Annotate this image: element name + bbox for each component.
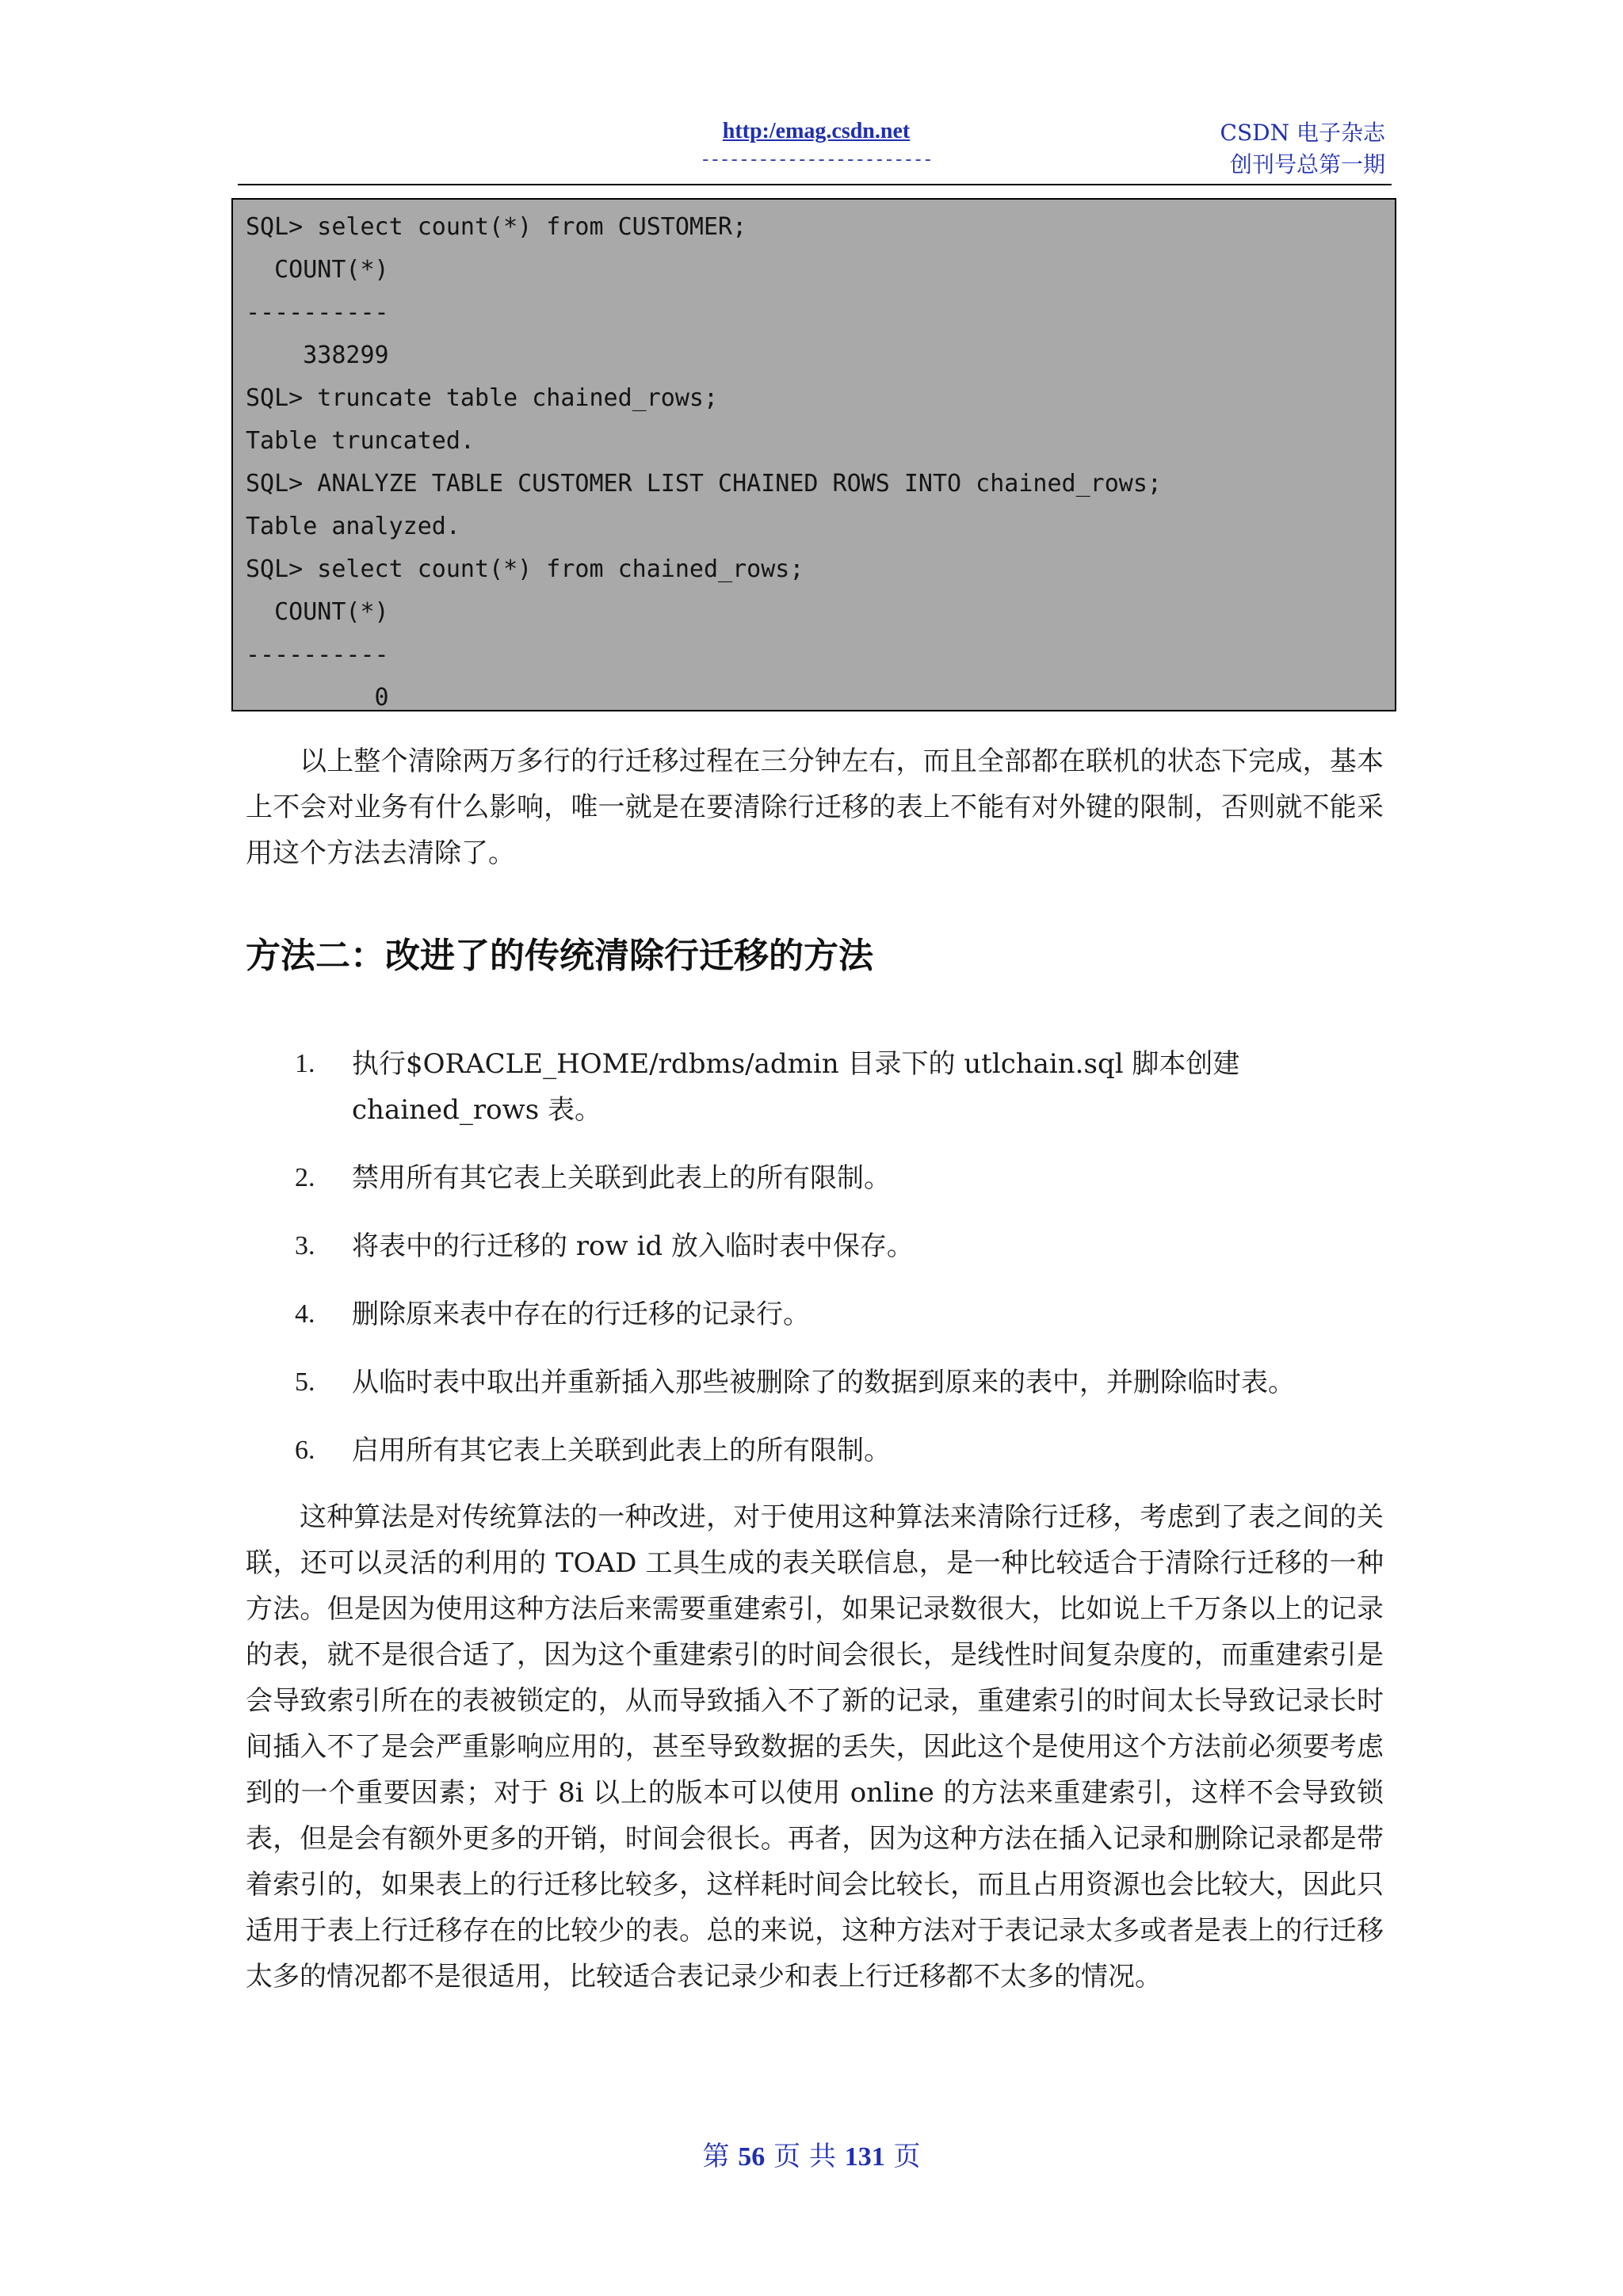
footer-suffix: 页 (893, 2141, 921, 2172)
list-item-number: 1. (295, 1049, 315, 1078)
section-heading: 方法二：改进了的传统清除行迁移的方法 (246, 936, 873, 976)
body-paragraph-summary: 以上整个清除两万多行的行迁移过程在三分钟左右，而且全部都在联机的状态下完成，基本上不会对业务有什么影响，唯一就是在要清除行迁移的表上不能有对外键的限制，否则就不能采用这个方法去清除了。 (246, 746, 1384, 869)
total-pages: 131 (844, 2142, 885, 2172)
list-item-text: 启用所有其它表上关联到此表上的所有限制。 (352, 1435, 891, 1466)
code-line: COUNT(*) (246, 256, 389, 284)
header-rule (238, 184, 1392, 185)
magazine-name: CSDN 电子杂志 (1220, 120, 1385, 146)
code-line: ---------- (246, 299, 389, 326)
list-item (295, 1041, 1384, 1133)
code-line: ---------- (246, 641, 389, 669)
list-item (295, 1291, 1384, 1337)
code-line: SQL> truncate table chained_rows; (246, 384, 719, 412)
list-item-number: 2. (295, 1163, 315, 1192)
page-footer (0, 2134, 1623, 2173)
list-item-number: 3. (295, 1231, 315, 1261)
header-magazine-info (1220, 117, 1385, 181)
list-item (295, 1223, 1384, 1269)
list-item-number: 5. (295, 1367, 315, 1397)
body-paragraph-analysis: 这种算法是对传统算法的一种改进，对于使用这种算法来清除行迁移，考虑到了表之间的关联，还可以灵活的利用的 TOAD 工具生成的表关联信息，是一种比较适合于清除行迁移的一种方法。但是因为使用这种方法后来需要重建索引，如果记录数很大，比如说上千万条以上的记录的表，就不是很合适了，因为这个重建索引的时间会很长，是线性时间复杂度的，而重建索引是会导致索引所在的表被锁定的，从而导致插入不了新的记录，重建索引的时间太长导致记录长时间插入不了是会严重影响应用的，甚至导致数据的丢失，因此这个是使用这个方法前必须要考虑到的一个重要因素；对于 8i 以上的版本可以使用 online 的方法来重建索引，这样不会导致锁表，但是会有额外更多的开销，时间会很长。再者，因为这种方法在插入记录和删除记录都是带着索引的，如果表上的行迁移比较多，这样耗时间会比较长，而且占用资源也会比较大，因此只适用于表上行迁移存在的比较少的表。总的来说，这种方法对于表记录太多或者是表上的行迁移太多的情况都不是很适用，比较适合表记录少和表上行迁移都不太多的情况。 (246, 1501, 1384, 1993)
code-line: SQL> select count(*) from CUSTOMER; (246, 213, 747, 241)
header-underline-dashes: ------------------------ (700, 151, 933, 170)
code-line: COUNT(*) (246, 598, 389, 626)
list-item-text: 禁用所有其它表上关联到此表上的所有限制。 (352, 1162, 891, 1194)
list-item (295, 1155, 1384, 1201)
code-line: SQL> select count(*) from chained_rows; (246, 555, 804, 583)
code-line: SQL> ANALYZE TABLE CUSTOMER LIST CHAINED ROWS INTO chained_rows; (246, 470, 1162, 498)
list-item-text: 执行$ORACLE_HOME/rdbms/admin 目录下的 utlchain.sql 脚本创建 chained_rows 表。 (352, 1048, 1240, 1126)
list-item (295, 1360, 1384, 1405)
issue-label: 创刊号总第一期 (1229, 151, 1385, 177)
footer-prefix: 第 (702, 2141, 730, 2172)
list-item-number: 6. (295, 1436, 315, 1465)
sql-code-block (231, 198, 1396, 711)
header-link[interactable]: http:/emag.csdn.net (722, 119, 911, 143)
list-item-text: 将表中的行迁移的 row id 放入临时表中保存。 (352, 1230, 914, 1262)
code-line: 0 (246, 684, 389, 711)
list-item-number: 4. (295, 1299, 315, 1329)
current-page-number: 56 (738, 2142, 766, 2172)
list-item-text: 从临时表中取出并重新插入那些被删除了的数据到原来的表中，并删除临时表。 (352, 1367, 1295, 1398)
code-line: Table analyzed. (246, 513, 460, 540)
footer-middle: 页 共 (773, 2141, 836, 2172)
code-line: 338299 (246, 341, 389, 369)
list-item-text: 删除原来表中存在的行迁移的记录行。 (352, 1299, 810, 1330)
code-line: Table truncated. (246, 427, 475, 455)
list-item (295, 1428, 1384, 1474)
